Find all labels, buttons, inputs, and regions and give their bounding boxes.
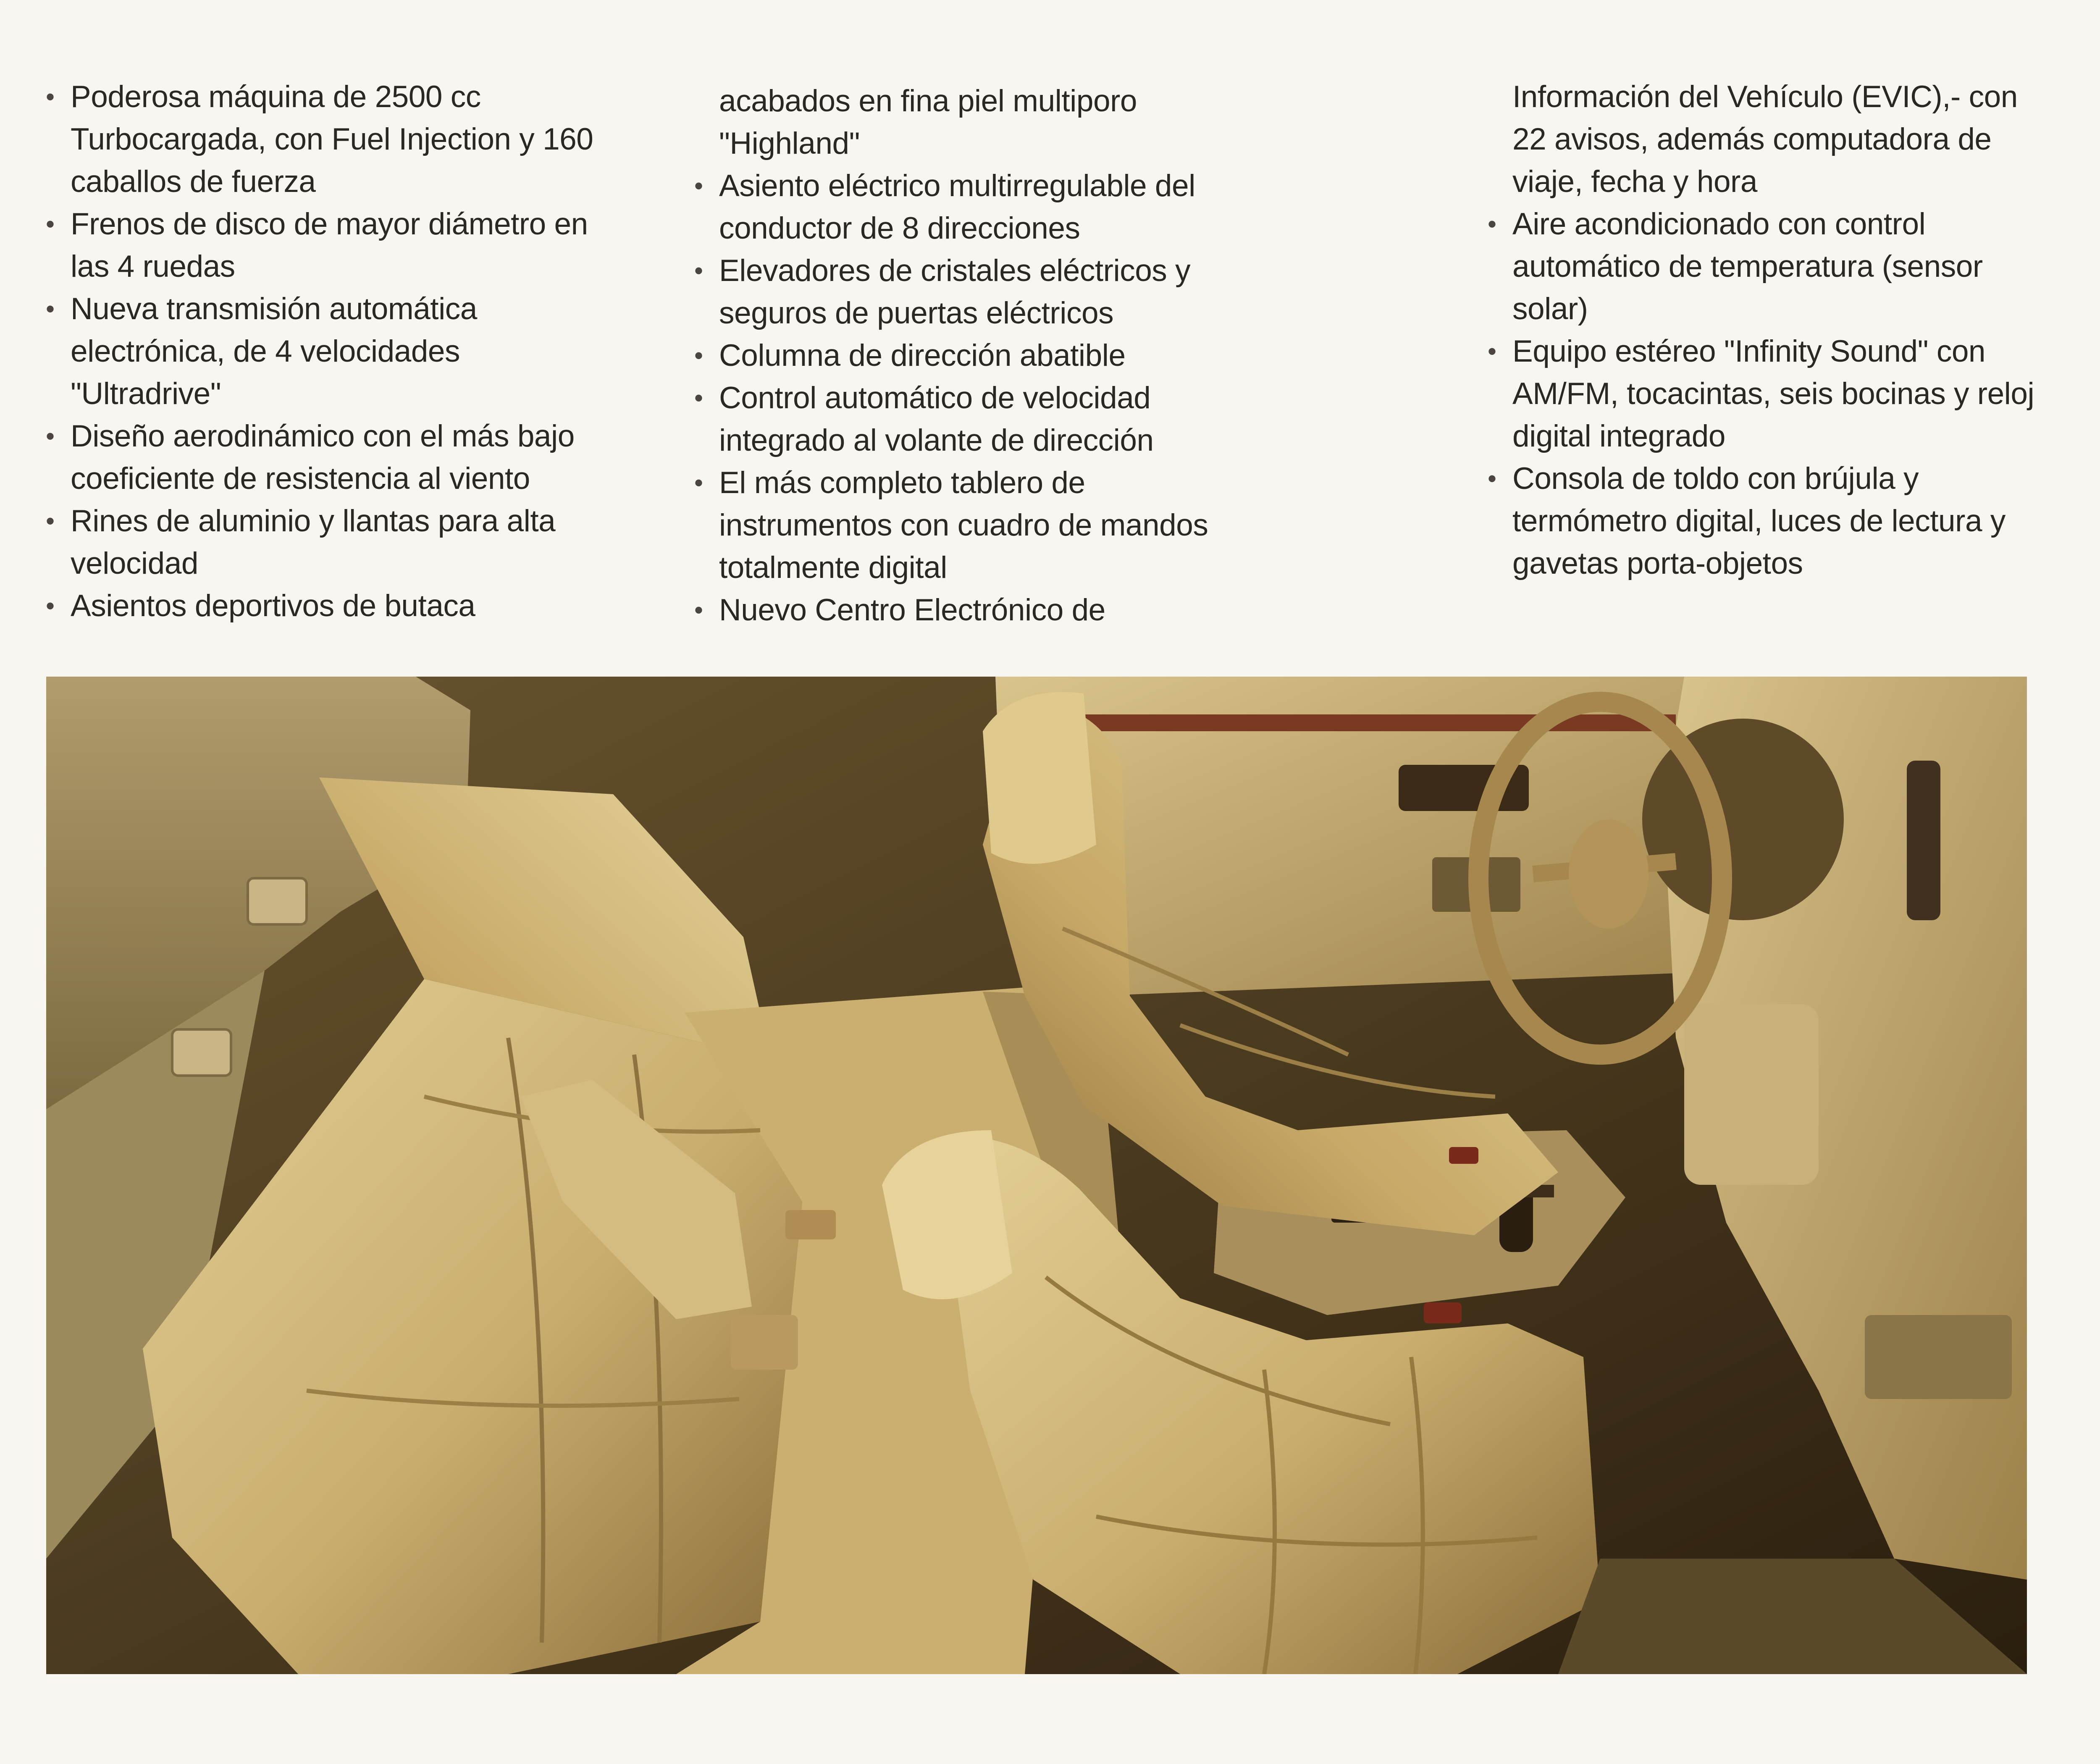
- feature-text: Control automático de velocidad integrado al volante de dirección: [719, 381, 1154, 457]
- feature-text: Nuevo Centro Electrónico de: [719, 593, 1105, 627]
- feature-text: Equipo estéreo "Infinity Sound" con AM/FM, tocacintas, seis bocinas y reloj digital integrado: [1512, 334, 2034, 453]
- car-interior-illustration: [46, 677, 2027, 1674]
- bullet-icon: •: [46, 592, 55, 620]
- feature-item: [45, 585, 675, 627]
- feature-text: Información del Vehículo (EVIC),- con 22 avisos, además computadora de viaje, fecha y hora: [1512, 80, 2018, 199]
- feature-text: Rines de aluminio y llantas para alta velocidad: [71, 504, 556, 580]
- feature-text: Diseño aerodinámico con el más bajo coeficiente de resistencia al viento: [71, 419, 575, 496]
- bullet-icon: •: [694, 341, 703, 370]
- feature-list-column-2: [693, 80, 1323, 631]
- feature-text: Asiento eléctrico multirregulable del conductor de 8 direcciones: [719, 169, 1195, 245]
- feature-text: Columna de dirección abatible: [719, 339, 1126, 373]
- feature-item: [693, 249, 1323, 334]
- bullet-icon: •: [694, 384, 703, 412]
- bullet-icon: •: [46, 210, 55, 238]
- wood-trim: [1029, 714, 1676, 731]
- bullet-icon: •: [694, 257, 703, 285]
- feature-item: [693, 462, 1323, 589]
- driver-headrest: [983, 692, 1096, 864]
- feature-list-column-3: [1487, 76, 2100, 585]
- feature-item: [45, 415, 675, 500]
- feature-item: [1487, 457, 2100, 585]
- interior-photo: [46, 677, 2027, 1674]
- feature-item: [693, 377, 1323, 462]
- feature-item: [45, 288, 675, 415]
- feature-text: Poderosa máquina de 2500 cc Turbocargada, con Fuel Injection y 160 caballos de fuerza: [71, 80, 593, 199]
- feature-text: Aire acondicionado con control automático de temperatura (sensor solar): [1512, 207, 1983, 326]
- feature-item: [1487, 203, 2100, 330]
- feature-text: Nueva transmisión automática electrónica, de 4 velocidades "Ultradrive": [71, 292, 477, 411]
- feature-item: [1487, 330, 2100, 457]
- feature-list-column-1: [45, 76, 675, 627]
- feature-item: [693, 589, 1323, 631]
- feature-item: [45, 203, 675, 288]
- feature-item: [693, 334, 1323, 377]
- feature-item: [45, 76, 675, 203]
- bullet-icon: •: [46, 83, 55, 111]
- bullet-icon: •: [694, 172, 703, 200]
- feature-text: Elevadores de cristales eléctricos y seguros de puertas eléctricos: [719, 254, 1191, 330]
- feature-text: El más completo tablero de instrumentos con cuadro de mandos totalmente digital: [719, 466, 1208, 585]
- bullet-icon: •: [46, 507, 55, 535]
- bullet-icon: •: [1488, 337, 1496, 365]
- bullet-icon: •: [46, 295, 55, 323]
- feature-text: Asientos deportivos de butaca: [71, 589, 475, 623]
- feature-text: Frenos de disco de mayor diámetro en las 4 ruedas: [71, 207, 588, 284]
- bullet-icon: •: [46, 422, 55, 450]
- bullet-icon: •: [694, 596, 703, 624]
- feature-item: [693, 80, 1323, 165]
- feature-text: Consola de toldo con brújula y termómetro digital, luces de lectura y gavetas porta-objetos: [1512, 462, 2006, 580]
- bullet-icon: •: [694, 469, 703, 497]
- feature-item: [45, 500, 675, 585]
- feature-text: acabados en fina piel multiporo "Highland": [719, 84, 1137, 160]
- feature-item: [1487, 76, 2100, 203]
- bullet-icon: •: [1488, 210, 1496, 238]
- bullet-icon: •: [1488, 465, 1496, 493]
- feature-item: [693, 165, 1323, 249]
